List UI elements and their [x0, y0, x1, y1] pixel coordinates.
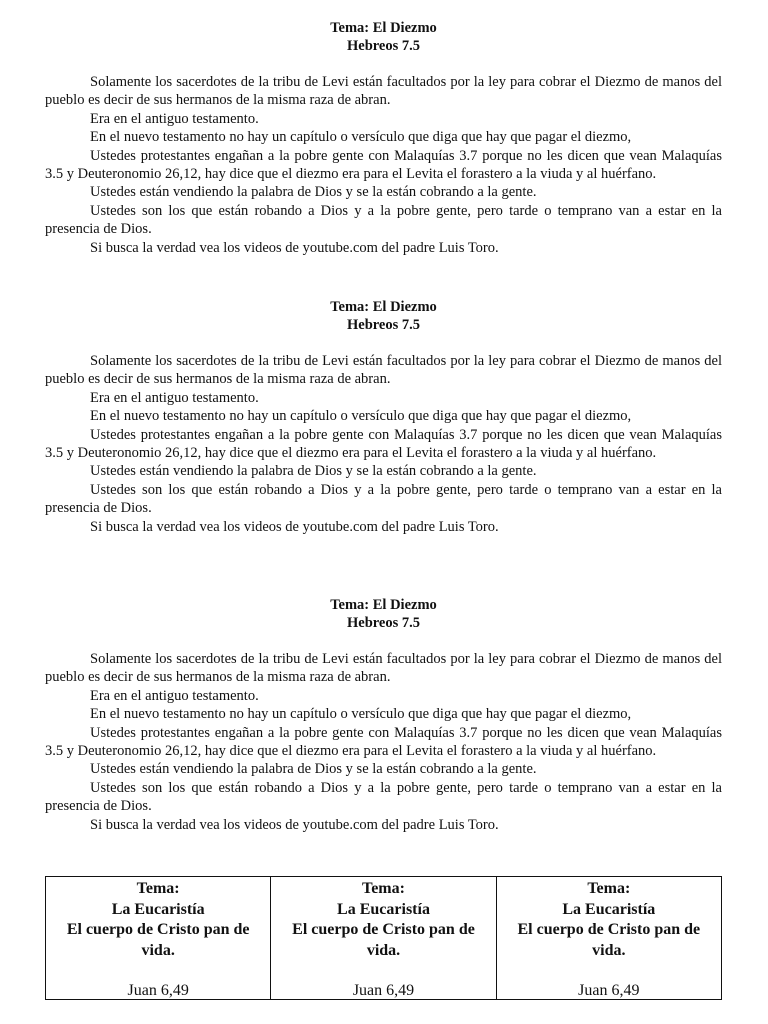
card-label: Tema: — [362, 880, 405, 897]
card-label: Tema: — [587, 880, 631, 897]
section-subtitle: Hebreos 7.5 — [346, 38, 421, 54]
card-reference: Juan 6,49 — [578, 982, 640, 999]
card-title: La Eucaristía — [562, 900, 656, 918]
paragraph: Ustedes están vendiendo la palabra de Dios y se la están cobrando a la gente. — [90, 184, 537, 201]
card-line: vida. — [592, 941, 626, 959]
paragraph: Si busca la verdad vea los videos de youtube.com del padre Luis Toro. — [90, 518, 499, 535]
section-subtitle: Hebreos 7.5 — [346, 615, 421, 631]
paragraph: Solamente los sacerdotes de la tribu de Levi están facultados por la ley para cobrar el Diezmo de manos del pueblo es decir de sus hermanos de la misma raza de abran. — [45, 74, 722, 109]
card-title: La Eucaristía — [337, 900, 430, 918]
paragraph: Ustedes protestantes engañan a la pobre gente con Malaquías 3.7 porque no les dicen que vean Malaquías 3.5 y Deuteronomio 26,12, hay dice que el diezmo era para el Levita el forastero a la viuda y al huérfano. — [45, 147, 722, 183]
card-line: El cuerpo de Cristo pan de — [66, 921, 250, 938]
paragraph: Si busca la verdad vea los videos de youtube.com del padre Luis Toro. — [90, 816, 499, 833]
paragraph: Solamente los sacerdotes de la tribu de Levi están facultados por la ley para cobrar el Diezmo de manos del pueblo es decir de sus hermanos de la misma raza de abran. — [45, 651, 722, 686]
section-body — [45, 650, 722, 834]
paragraph: Ustedes son los que están robando a Dios y a la pobre gente, pero tarde o temprano van a estar en la presencia de Dios. — [45, 779, 722, 815]
card-reference: Juan 6,49 — [352, 982, 415, 999]
card-reference: Juan 6,49 — [127, 982, 189, 999]
card-title: La Eucaristía — [111, 900, 205, 918]
paragraph: Solamente los sacerdotes de la tribu de Levi están facultados por la ley para cobrar el Diezmo de manos del pueblo es decir de sus hermanos de la misma raza de abran. — [45, 353, 722, 388]
section-2 — [45, 298, 722, 536]
paragraph: En el nuevo testamento no hay un capítulo o versículo que diga que hay que pagar el diezmo, — [90, 408, 632, 425]
topic-cards-table — [45, 876, 722, 1000]
paragraph: Ustedes protestantes engañan a la pobre gente con Malaquías 3.7 porque no les dicen que vean Malaquías 3.5 y Deuteronomio 26,12, hay dice que el diezmo era para el Levita el forastero a la viuda y al huérfano. — [45, 426, 722, 462]
card-line: El cuerpo de Cristo pan de — [517, 921, 701, 938]
section-title: Tema: El Diezmo — [330, 20, 437, 36]
section-title: Tema: El Diezmo — [330, 299, 437, 315]
card-line: vida. — [141, 941, 175, 959]
section-3 — [45, 596, 722, 834]
paragraph: Ustedes están vendiendo la palabra de Dios y se la están cobrando a la gente. — [90, 761, 537, 778]
paragraph: En el nuevo testamento no hay un capítulo o versículo que diga que hay que pagar el diezmo, — [90, 129, 632, 146]
paragraph: En el nuevo testamento no hay un capítulo o versículo que diga que hay que pagar el diezmo, — [90, 706, 632, 723]
paragraph: Era en el antiguo testamento. — [90, 389, 259, 406]
paragraph: Ustedes están vendiendo la palabra de Dios y se la están cobrando a la gente. — [90, 463, 537, 480]
card-label: Tema: — [136, 880, 180, 897]
paragraph: Ustedes son los que están robando a Dios y a la pobre gente, pero tarde o temprano van a estar en la presencia de Dios. — [45, 202, 722, 238]
paragraph: Si busca la verdad vea los videos de youtube.com del padre Luis Toro. — [90, 239, 499, 256]
paragraph: Ustedes protestantes engañan a la pobre gente con Malaquías 3.7 porque no les dicen que vean Malaquías 3.5 y Deuteronomio 26,12, hay dice que el diezmo era para el Levita el forastero a la viuda y al huérfano. — [45, 724, 722, 760]
topic-card — [271, 877, 496, 999]
section-body — [45, 73, 722, 257]
topic-card — [497, 877, 721, 999]
paragraph: Ustedes son los que están robando a Dios y a la pobre gente, pero tarde o temprano van a estar en la presencia de Dios. — [45, 481, 722, 517]
section-title: Tema: El Diezmo — [330, 597, 437, 613]
paragraph: Era en el antiguo testamento. — [90, 110, 259, 127]
topic-card — [46, 877, 271, 999]
card-line: vida. — [366, 941, 401, 959]
paragraph: Era en el antiguo testamento. — [90, 687, 259, 704]
section-1 — [45, 19, 722, 257]
section-body — [45, 352, 722, 536]
section-subtitle: Hebreos 7.5 — [346, 317, 421, 333]
card-line: El cuerpo de Cristo pan de — [292, 921, 475, 938]
